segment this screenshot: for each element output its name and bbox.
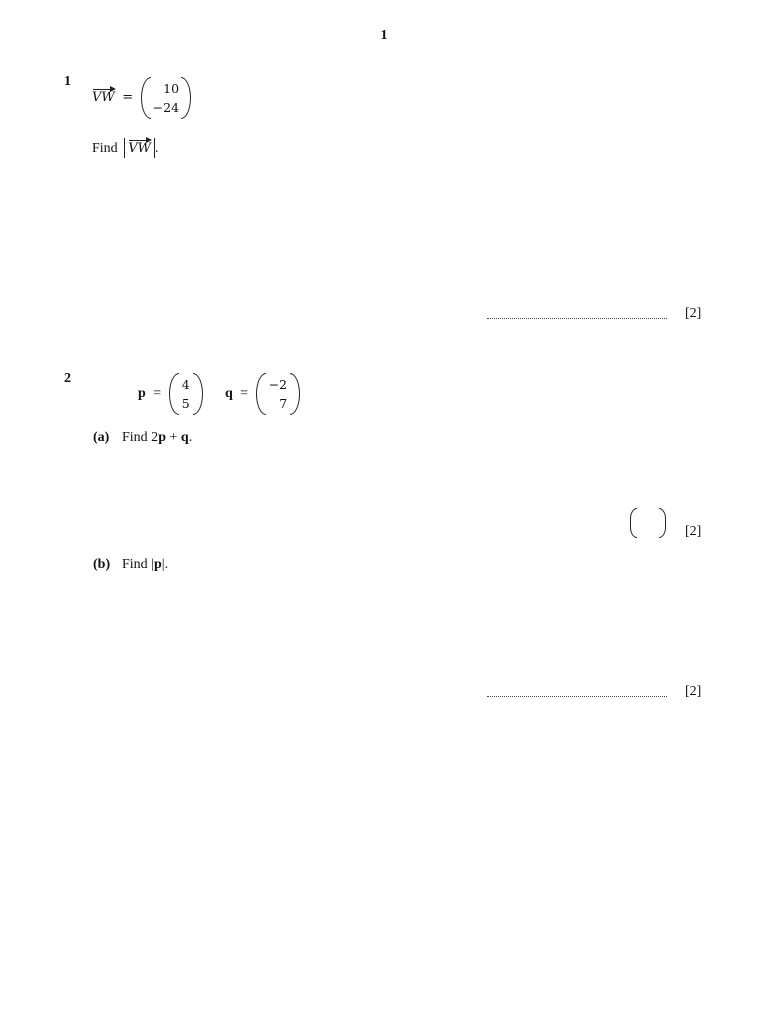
part-b-instruction [122, 557, 168, 573]
right-parenthesis [659, 508, 666, 538]
vector-q-y: 7 [279, 396, 288, 411]
right-parenthesis [193, 373, 203, 415]
question-1-marks: [2] [685, 306, 702, 321]
left-parenthesis [169, 373, 179, 415]
left-parenthesis [141, 77, 151, 119]
part-a-q: q [180, 430, 189, 445]
vector-q-column [256, 373, 300, 415]
part-a-label: (a) [93, 430, 110, 445]
vector-q-x: −2 [268, 377, 288, 392]
vector-p-values [179, 373, 193, 415]
part-b-label: (b) [93, 557, 111, 572]
magnitude-bars [124, 138, 155, 158]
part-a-instruction [122, 430, 192, 446]
question-1-vector-equation [92, 77, 191, 119]
vector-p-y: 5 [181, 396, 190, 411]
vector-vw-values [151, 77, 181, 119]
part-a-marks: [2] [685, 524, 702, 539]
instruction-period: . [154, 141, 159, 156]
part-a-period: . [188, 430, 193, 445]
vector-p-column [169, 373, 203, 415]
find-word: Find [92, 141, 118, 156]
equals-sign: = [240, 386, 249, 402]
part-a-plus: + [165, 430, 181, 445]
vector-vw-column [141, 77, 191, 119]
vector-vw-label-magnitude: VW [128, 141, 151, 156]
vector-q-definition [225, 373, 300, 415]
question-2-number: 2 [64, 371, 71, 386]
vector-vw-y: −24 [152, 100, 180, 115]
question-1-answer-line[interactable] [487, 318, 667, 319]
right-parenthesis [181, 77, 191, 119]
part-b-p: p [153, 557, 162, 572]
question-1-instruction [92, 138, 158, 158]
left-parenthesis [256, 373, 266, 415]
left-parenthesis [630, 508, 637, 538]
vector-vw-label: VW [92, 90, 115, 106]
equals-sign: = [122, 90, 134, 106]
vector-q-name: q [225, 386, 233, 402]
vector-p-x: 4 [181, 377, 190, 392]
right-parenthesis [290, 373, 300, 415]
part-a-prefix: Find 2 [122, 430, 159, 445]
part-b-prefix: Find | [122, 557, 154, 572]
part-a-p: p [158, 430, 166, 445]
vector-q-values [266, 373, 290, 415]
part-b-marks: [2] [685, 684, 702, 699]
part-a-answer-vector-box[interactable] [630, 508, 666, 538]
vector-p-name: p [138, 386, 146, 402]
page-number: 1 [380, 28, 388, 43]
vector-p-definition [138, 373, 203, 415]
equals-sign: = [153, 386, 162, 402]
vector-vw-x: 10 [163, 81, 180, 96]
question-1-number: 1 [64, 74, 71, 89]
part-b-suffix: |. [161, 557, 169, 572]
part-b-answer-line[interactable] [487, 696, 667, 697]
